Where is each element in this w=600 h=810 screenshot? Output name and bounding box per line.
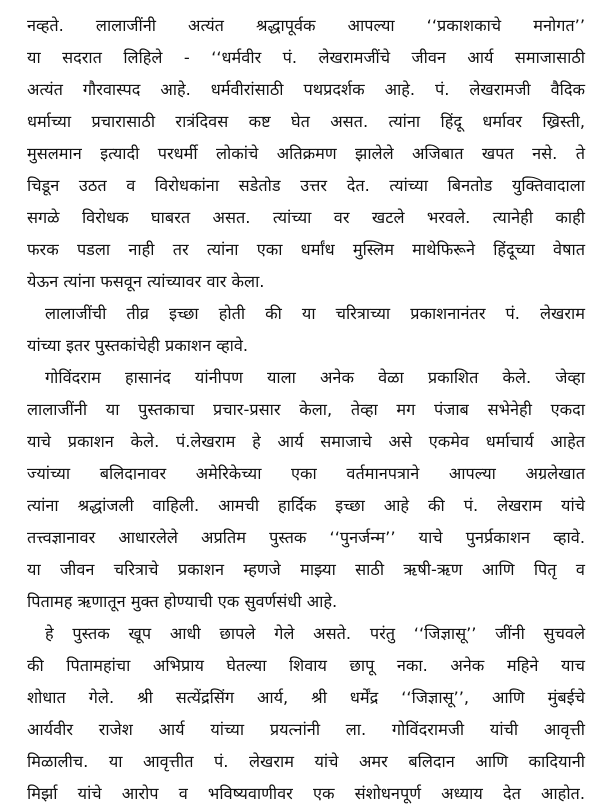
text-line: लालाजींनी या पुस्तकाचा प्रचार-प्रसार केला, तेव्हा मग पंजाब सभेनेही एकदा (27, 400, 585, 419)
text-line: मिर्झा यांचे आरोप व भविष्यवाणीवर एक संशोधनपूर्ण अध्याय देत आहोत. (27, 784, 585, 803)
text-line: फरक पडला नाही तर त्यांना एका धर्मांध मुस्लिम माथेफिरूने हिंदूच्या वेषात (27, 240, 585, 259)
text-line: धर्माच्या प्रचारासाठी रात्रंदिवस कष्ट घेत असत. त्यांना हिंदू धर्मावर ख्रिस्ती, (27, 112, 585, 131)
text-line: चिडून उठत व विरोधकांना सडेतोड उत्तर देत. त्यांच्या बिनतोड युक्तिवादाला (27, 176, 585, 195)
document-page (27, 10, 585, 810)
paragraph-first-line: गोविंदराम हासानंद यांनीपण याला अनेक वेळा प्रकाशित केले. जेव्हा (45, 368, 585, 387)
text-line: नव्हते. लालाजींनी अत्यंत श्रद्धापूर्वक आपल्या ‘‘प्रकाशकाचे मनोगत’’ (27, 16, 585, 35)
text-line: शोधात गेले. श्री सत्येंद्रसिंग आर्य, श्री धर्मेंद्र ‘‘जिज्ञासू’’, आणि मुंबईचे (27, 688, 585, 707)
text-line: या सदरात लिहिले - ‘‘धर्मवीर पं. लेखरामजींचे जीवन आर्य समाजासाठी (27, 48, 585, 67)
text-line: सगळे विरोधक घाबरत असत. त्यांच्या वर खटले भरवले. त्यानेही काही (27, 208, 585, 227)
text-line: या जीवन चरित्राचे प्रकाशन म्हणजे माझ्या साठी ऋषी-ऋण आणि पितृ व (27, 560, 585, 579)
text-line: मुसलमान इत्यादी परधर्मी लोकांचे अतिक्रमण झालेले अजिबात खपत नसे. ते (27, 144, 585, 163)
text-line: ज्यांच्या बलिदानावर अमेरिकेच्या एका वर्तमानपत्राने आपल्या अग्रलेखात (27, 464, 585, 483)
paragraph-first-line: हे पुस्तक खूप आधी छापले गेले असते. परंतु ‘‘जिज्ञासू’’ जींनी सुचवले (45, 624, 585, 643)
text-line: तत्त्वज्ञानावर आधारलेले अप्रतिम पुस्तक ‘‘पुनर्जन्म’’ याचे पुनर्प्रकाशन व्हावे. (27, 528, 585, 547)
text-line: यांच्या इतर पुस्तकांचेही प्रकाशन व्हावे. (27, 336, 249, 355)
text-line: पितामह ऋणातून मुक्त होण्याची एक सुवर्णसंधी आहे. (27, 592, 338, 611)
text-line: येऊन त्यांना फसवून त्यांच्यावर वार केला. (27, 272, 265, 291)
paragraph-first-line: लालाजींची तीव्र इच्छा होती की या चरित्राच्या प्रकाशनानंतर पं. लेखराम (45, 304, 585, 323)
text-line: याचे प्रकाशन केले. पं.लेखराम हे आर्य समाजाचे असे एकमेव धर्माचार्य आहेत (27, 432, 585, 451)
text-line: मिळालीच. या आवृत्तीत पं. लेखराम यांचे अमर बलिदान आणि कादियानी (27, 752, 585, 771)
text-line: त्यांना श्रद्धांजली वाहिली. आमची हार्दिक इच्छा आहे की पं. लेखराम यांचे (27, 496, 585, 515)
text-line: आर्यवीर राजेश आर्य यांच्या प्रयत्नांनी ला. गोविंदरामजी यांची आवृत्ती (27, 720, 585, 739)
text-line: अत्यंत गौरवास्पद आहे. धर्मवीरांसाठी पथप्रदर्शक आहे. पं. लेखरामजी वैदिक (27, 80, 585, 99)
text-line: की पितामहांचा अभिप्राय घेतल्या शिवाय छापू नका. अनेक महिने याच (27, 656, 585, 675)
